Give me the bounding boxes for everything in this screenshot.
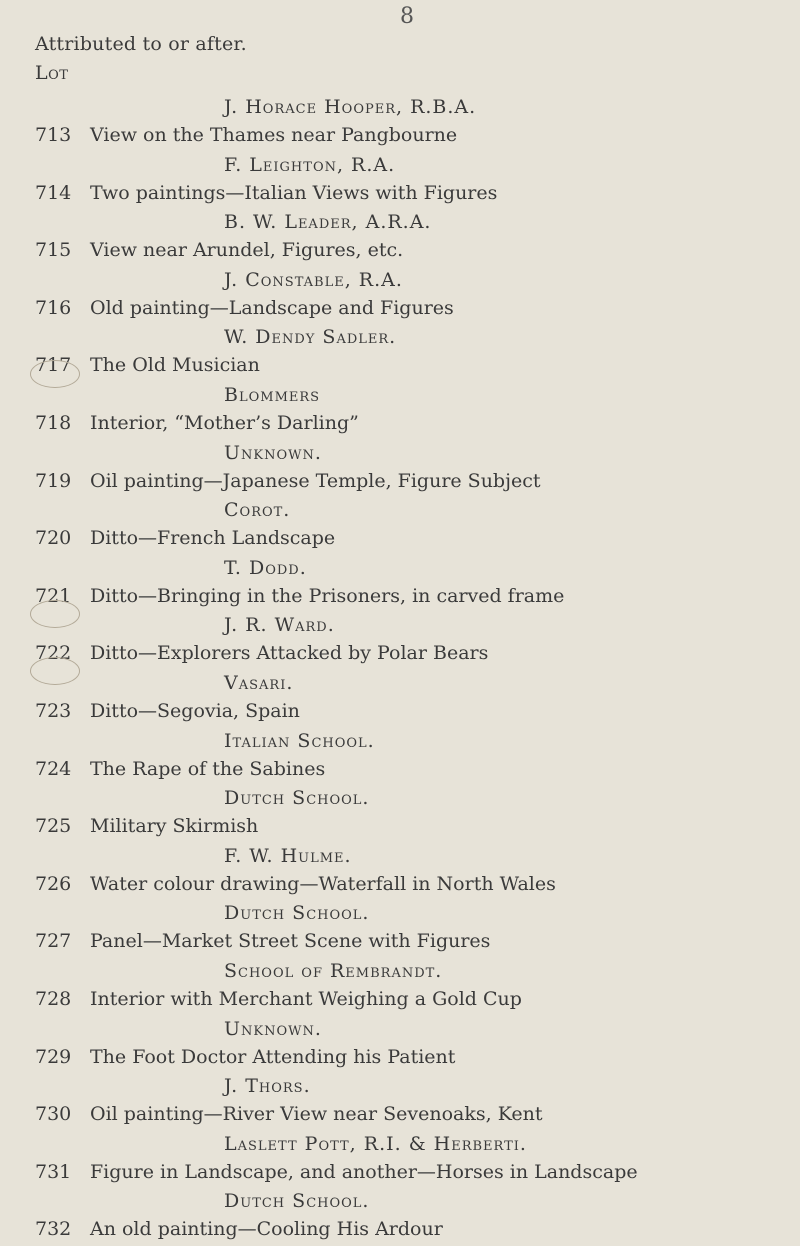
lot-number: 724 bbox=[35, 757, 72, 780]
artist-name: F. W. Hulme. bbox=[224, 844, 352, 867]
artist-name: Vasari. bbox=[224, 672, 294, 694]
lot-title: Oil painting—River View near Sevenoaks, Kent bbox=[90, 1103, 543, 1126]
artist-name: F. Leighton, R.A. bbox=[224, 153, 396, 176]
lot-number: 718 bbox=[35, 412, 72, 434]
artist-name: T. Dodd. bbox=[224, 556, 307, 579]
artist-name: Dutch School. bbox=[224, 902, 370, 925]
lot-number: 717 bbox=[35, 354, 72, 377]
artist-name: J. Thors. bbox=[224, 1075, 311, 1098]
artist-name: J. Horace Hooper, R.B.A. bbox=[224, 96, 477, 118]
lot-number: 727 bbox=[35, 930, 72, 953]
lot-number: 728 bbox=[35, 988, 72, 1010]
lot-number: 722 bbox=[35, 642, 72, 665]
lot-number: 713 bbox=[35, 124, 72, 146]
lot-title: Military Skirmish bbox=[90, 815, 259, 838]
artist-name: J. Constable, R.A. bbox=[224, 268, 403, 291]
lot-title: View near Arundel, Figures, etc. bbox=[90, 239, 404, 262]
lot-title: An old painting—Cooling His Ardour bbox=[90, 1218, 443, 1241]
artist-name: Blommers bbox=[224, 384, 321, 406]
pencil-circle-725 bbox=[30, 657, 80, 685]
artist-name: Unknown. bbox=[224, 1017, 322, 1040]
artist-name: Laslett Pott, R.I. & Herberti. bbox=[224, 1132, 527, 1155]
artist-name: Italian School. bbox=[224, 729, 375, 752]
lot-number: 714 bbox=[35, 181, 72, 204]
lot-title: Interior with Merchant Weighing a Gold Cup bbox=[90, 988, 522, 1010]
artist-name: B. W. Leader, A.R.A. bbox=[224, 211, 432, 234]
artist-name: Corot. bbox=[224, 499, 291, 522]
artist-name: J. R. Ward. bbox=[224, 614, 335, 637]
lot-title: Ditto—French Landscape bbox=[90, 527, 336, 550]
lot-number: 723 bbox=[35, 700, 72, 722]
artist-name: W. Dendy Sadler. bbox=[224, 326, 397, 349]
lot-number: 731 bbox=[35, 1160, 72, 1183]
lot-number: 715 bbox=[35, 239, 72, 262]
pencil-circle-719 bbox=[30, 360, 80, 388]
lot-number: 730 bbox=[35, 1103, 72, 1126]
artist-name: Dutch School. bbox=[224, 1190, 370, 1213]
artist-name: Dutch School. bbox=[224, 787, 370, 810]
lot-title: Interior, “Mother’s Darling” bbox=[90, 412, 359, 434]
lot-title: Two paintings—Italian Views with Figures bbox=[90, 181, 498, 204]
lot-number: 726 bbox=[35, 872, 72, 895]
lot-title: The Rape of the Sabines bbox=[90, 757, 326, 780]
pencil-circle-724 bbox=[30, 600, 80, 628]
lot-title: Ditto—Bringing in the Prisoners, in carved frame bbox=[90, 584, 565, 607]
lot-title: Ditto—Segovia, Spain bbox=[90, 700, 300, 722]
lot-number: 721 bbox=[35, 584, 72, 607]
lot-number: 725 bbox=[35, 815, 72, 838]
lot-column-label: Lot bbox=[35, 62, 69, 84]
artist-name: School of Rembrandt. bbox=[224, 960, 443, 982]
lot-number: 719 bbox=[35, 469, 72, 492]
lot-title: Old painting—Landscape and Figures bbox=[90, 296, 454, 319]
section-heading: Attributed to or after. bbox=[35, 33, 247, 55]
lot-number: 720 bbox=[35, 527, 72, 550]
lot-title: Water colour drawing—Waterfall in North Wales bbox=[90, 872, 556, 895]
lot-number: 732 bbox=[35, 1218, 72, 1241]
lot-title: Panel—Market Street Scene with Figures bbox=[90, 930, 491, 953]
lot-title: Figure in Landscape, and another—Horses in Landscape bbox=[90, 1160, 638, 1183]
lot-title: Ditto—Explorers Attacked by Polar Bears bbox=[90, 642, 489, 665]
lot-title: View on the Thames near Pangbourne bbox=[90, 124, 458, 146]
lot-title: Oil painting—Japanese Temple, Figure Subject bbox=[90, 469, 541, 492]
lot-number: 716 bbox=[35, 296, 72, 319]
lot-title: The Foot Doctor Attending his Patient bbox=[90, 1045, 456, 1068]
page-number: 8 bbox=[400, 4, 414, 29]
lot-title: The Old Musician bbox=[90, 354, 260, 377]
artist-name: Unknown. bbox=[224, 441, 322, 464]
lot-number: 729 bbox=[35, 1045, 72, 1068]
